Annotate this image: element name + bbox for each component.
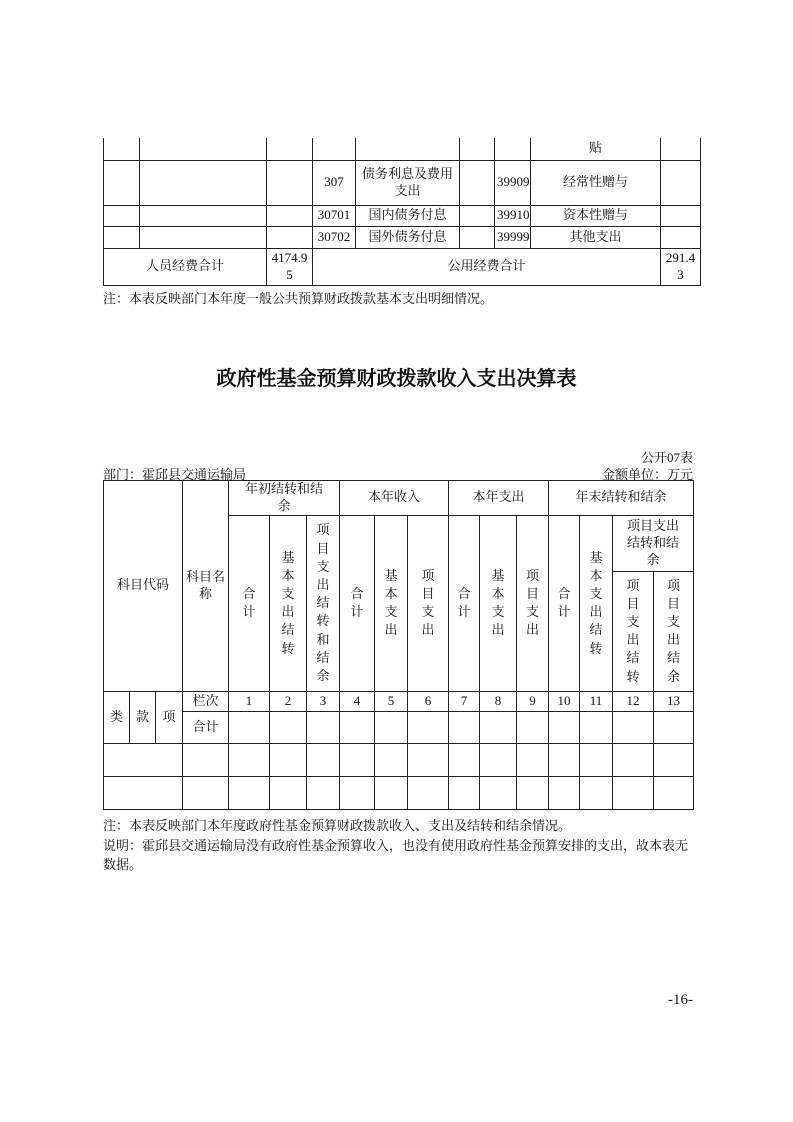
code-cell: 39910 bbox=[495, 205, 531, 226]
code-cell: 39999 bbox=[495, 226, 531, 248]
group-header-income: 本年收入 bbox=[340, 481, 449, 516]
col-number-cell: 3 bbox=[307, 691, 340, 711]
table-row bbox=[104, 205, 701, 226]
subject-name-header: 科目名称 bbox=[183, 481, 229, 692]
empty-cell bbox=[517, 776, 549, 809]
name-cell: 国外债务付息 bbox=[356, 226, 460, 248]
table-row bbox=[104, 160, 701, 205]
basic-expenditure-detail-table bbox=[103, 138, 701, 286]
table2-explanation: 说明：霍邱县交通运输局没有政府性基金预算收入，也没有使用政府性基金预算安排的支出，故本表无数据。 bbox=[103, 837, 689, 872]
name-cell: 资本性赠与 bbox=[531, 205, 661, 226]
name-cell: 国内债务付息 bbox=[356, 205, 460, 226]
empty-cell bbox=[661, 160, 701, 205]
empty-cell bbox=[375, 743, 408, 776]
name-cell: 经常性赠与 bbox=[531, 160, 661, 205]
name-cell: 其他支出 bbox=[531, 226, 661, 248]
total-row-label: 合计 bbox=[183, 711, 229, 743]
empty-cell bbox=[408, 743, 449, 776]
col-number-cell: 13 bbox=[654, 691, 694, 711]
empty-cell bbox=[140, 160, 267, 205]
empty-cell bbox=[340, 711, 375, 743]
empty-cell bbox=[183, 743, 229, 776]
col-number-cell: 6 bbox=[408, 691, 449, 711]
empty-cell bbox=[449, 743, 480, 776]
empty-cell bbox=[661, 226, 701, 248]
col-header-project-carry: 项目支出结转 bbox=[613, 571, 654, 691]
col-header-basic: 基本支出 bbox=[375, 515, 408, 691]
col-number-cell: 9 bbox=[517, 691, 549, 711]
header-group-row bbox=[104, 481, 694, 516]
empty-cell bbox=[460, 226, 495, 248]
subject-code-header: 科目代码 bbox=[104, 481, 183, 692]
empty-cell bbox=[270, 743, 307, 776]
empty-cell bbox=[654, 711, 694, 743]
code-cell: 39909 bbox=[495, 160, 531, 205]
total-row bbox=[104, 711, 694, 743]
empty-data-row bbox=[104, 776, 694, 809]
empty-cell bbox=[460, 160, 495, 205]
col-header-basic-carry: 基本支出结转 bbox=[580, 515, 613, 691]
empty-cell bbox=[104, 776, 183, 809]
col-number-cell: 5 bbox=[375, 691, 408, 711]
code-cell: 30701 bbox=[313, 205, 356, 226]
table-row bbox=[104, 138, 701, 160]
empty-cell bbox=[654, 776, 694, 809]
code-part-cell: 项 bbox=[156, 691, 183, 743]
col-number-cell: 7 bbox=[449, 691, 480, 711]
group-header-closing: 年末结转和结余 bbox=[549, 481, 694, 516]
empty-cell bbox=[654, 743, 694, 776]
empty-cell bbox=[104, 205, 140, 226]
empty-cell bbox=[104, 138, 140, 160]
group-header-opening bbox=[229, 481, 340, 516]
empty-cell bbox=[375, 776, 408, 809]
total-value-cell: 4174.95 bbox=[267, 248, 313, 285]
empty-cell bbox=[480, 743, 517, 776]
section-title: 政府性基金预算财政拨款收入支出决算表 bbox=[216, 368, 577, 390]
col-header-project: 项目支出 bbox=[408, 515, 449, 691]
empty-cell bbox=[661, 205, 701, 226]
col-number-cell: 4 bbox=[340, 691, 375, 711]
empty-cell bbox=[270, 711, 307, 743]
empty-cell bbox=[104, 160, 140, 205]
empty-cell bbox=[613, 776, 654, 809]
empty-cell bbox=[356, 138, 460, 160]
empty-cell bbox=[267, 205, 313, 226]
empty-cell bbox=[613, 711, 654, 743]
col-number-cell: 2 bbox=[270, 691, 307, 711]
column-index-row bbox=[104, 691, 694, 711]
empty-cell bbox=[549, 743, 580, 776]
empty-cell bbox=[140, 138, 267, 160]
empty-cell bbox=[140, 226, 267, 248]
empty-cell bbox=[480, 776, 517, 809]
group-header-text: 年初结转和结余 bbox=[245, 481, 324, 513]
table-number: 公开07表 bbox=[640, 450, 693, 465]
empty-cell bbox=[480, 711, 517, 743]
code-part-cell: 类 bbox=[104, 691, 130, 743]
group-header-expense: 本年支出 bbox=[449, 481, 549, 516]
col-number-cell: 10 bbox=[549, 691, 580, 711]
empty-cell bbox=[549, 711, 580, 743]
empty-cell bbox=[267, 226, 313, 248]
code-cell: 307 bbox=[313, 160, 356, 205]
col-number-cell: 11 bbox=[580, 691, 613, 711]
table2-notes bbox=[103, 816, 697, 875]
code-part-cell: 款 bbox=[130, 691, 156, 743]
empty-cell bbox=[495, 138, 531, 160]
col-header-project-balance: 项目支出结余 bbox=[654, 571, 694, 691]
col-header-total: 合计 bbox=[229, 515, 270, 691]
unit-label: 金额单位：万元 bbox=[601, 467, 693, 482]
table2-note: 注：本表反映部门本年度政府性基金预算财政拨款收入、支出及结转和结余情况。 bbox=[103, 818, 572, 833]
empty-cell bbox=[307, 711, 340, 743]
col-header-basic-carry: 基本支出结转 bbox=[270, 515, 307, 691]
empty-cell bbox=[307, 743, 340, 776]
empty-cell bbox=[104, 226, 140, 248]
page-number: -16- bbox=[668, 992, 693, 1008]
col-number-cell: 1 bbox=[229, 691, 270, 711]
empty-cell bbox=[580, 711, 613, 743]
col-header-total: 合计 bbox=[549, 515, 580, 691]
empty-cell bbox=[267, 138, 313, 160]
total-value-cell: 291.43 bbox=[661, 248, 701, 285]
empty-cell bbox=[661, 138, 701, 160]
total-label-cell: 公用经费合计 bbox=[313, 248, 661, 285]
empty-cell bbox=[517, 743, 549, 776]
wrapped-text-cell: 贴 bbox=[531, 138, 661, 160]
empty-cell bbox=[460, 138, 495, 160]
col-number-cell: 12 bbox=[613, 691, 654, 711]
empty-cell bbox=[140, 205, 267, 226]
empty-cell bbox=[408, 711, 449, 743]
table-row bbox=[104, 226, 701, 248]
empty-cell bbox=[408, 776, 449, 809]
col-number-cell: 8 bbox=[480, 691, 517, 711]
lanci-label-cell: 栏次 bbox=[183, 691, 229, 711]
code-cell: 30702 bbox=[313, 226, 356, 248]
empty-cell bbox=[229, 711, 270, 743]
empty-cell bbox=[449, 711, 480, 743]
col-header-project: 项目支出 bbox=[517, 515, 549, 691]
empty-cell bbox=[449, 776, 480, 809]
empty-cell bbox=[307, 776, 340, 809]
empty-cell bbox=[313, 138, 356, 160]
totals-row bbox=[104, 248, 701, 285]
empty-cell bbox=[267, 160, 313, 205]
empty-cell bbox=[580, 776, 613, 809]
department-label: 部门：霍邱县交通运输局 bbox=[103, 467, 247, 482]
empty-cell bbox=[580, 743, 613, 776]
empty-cell bbox=[549, 776, 580, 809]
empty-cell bbox=[460, 205, 495, 226]
empty-cell bbox=[229, 743, 270, 776]
col-header-total: 合计 bbox=[340, 515, 375, 691]
empty-cell bbox=[613, 743, 654, 776]
col-header-project-carry-balance: 项目支出结转和结余 bbox=[307, 515, 340, 691]
empty-data-row bbox=[104, 743, 694, 776]
empty-cell bbox=[104, 743, 183, 776]
empty-cell bbox=[340, 776, 375, 809]
empty-cell bbox=[183, 776, 229, 809]
empty-cell bbox=[340, 743, 375, 776]
government-fund-budget-table bbox=[103, 480, 694, 810]
table1-note: 注：本表反映部门本年度一般公共预算财政拨款基本支出明细情况。 bbox=[103, 291, 494, 306]
name-cell: 债务利息及费用支出 bbox=[356, 160, 460, 205]
empty-cell bbox=[375, 711, 408, 743]
empty-cell bbox=[270, 776, 307, 809]
col-header-total: 合计 bbox=[449, 515, 480, 691]
subgroup-header-project-carry-balance: 项目支出结转和结余 bbox=[613, 515, 694, 571]
total-label-cell: 人员经费合计 bbox=[104, 248, 267, 285]
empty-cell bbox=[229, 776, 270, 809]
empty-cell bbox=[517, 711, 549, 743]
col-header-basic: 基本支出 bbox=[480, 515, 517, 691]
